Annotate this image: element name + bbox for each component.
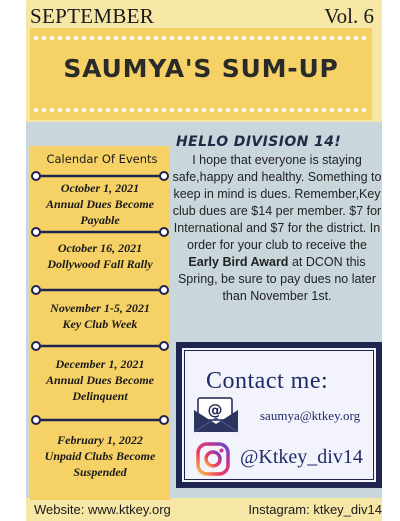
- border-dot: [274, 36, 278, 40]
- border-dot: [146, 108, 150, 112]
- border-dot: [362, 108, 366, 112]
- border-dot: [114, 108, 118, 112]
- footer-website[interactable]: Website: www.ktkey.org: [34, 502, 171, 517]
- event-date: December 1, 2021: [55, 357, 145, 371]
- border-dot: [90, 108, 94, 112]
- border-dot: [210, 36, 214, 40]
- border-dot: [178, 108, 182, 112]
- border-dot: [330, 36, 334, 40]
- border-dot: [138, 108, 142, 112]
- calendar-event: [30, 240, 170, 272]
- border-dot: [106, 108, 110, 112]
- event-text: Dollywood Fall Rally: [47, 257, 153, 271]
- left-margin: [0, 0, 26, 521]
- border-dot: [186, 108, 190, 112]
- border-dot: [82, 108, 86, 112]
- border-dot: [250, 36, 254, 40]
- footer-instagram[interactable]: Instagram: ktkey_div14: [248, 502, 382, 517]
- border-dot: [306, 36, 310, 40]
- early-bird-award: Early Bird Award: [188, 255, 289, 269]
- timeline-divider: [30, 226, 170, 238]
- border-dot: [274, 108, 278, 112]
- border-dot: [314, 36, 318, 40]
- border-dot: [282, 108, 286, 112]
- border-dot: [66, 108, 70, 112]
- calendar-event: [30, 356, 170, 404]
- border-dot: [178, 36, 182, 40]
- right-margin: [382, 0, 400, 521]
- border-dot: [258, 108, 262, 112]
- border-dot: [330, 108, 334, 112]
- contact-email[interactable]: saumya@ktkey.org: [260, 408, 361, 423]
- border-dot: [266, 108, 270, 112]
- border-dot: [202, 36, 206, 40]
- border-dot: [34, 36, 38, 40]
- border-dot: [346, 108, 350, 112]
- border-dot: [154, 36, 158, 40]
- border-dot: [266, 36, 270, 40]
- border-dot: [162, 36, 166, 40]
- border-dot: [218, 36, 222, 40]
- greeting-heading: HELLO DIVISION 14!: [176, 134, 342, 150]
- border-dot: [354, 108, 358, 112]
- message-paragraph: I hope that everyone is staying safe,happy and healthy. Something to keep in mind is dues. Remember,Key club dues are $14 per member. $7 for International and $7 for the district.: [172, 153, 382, 235]
- border-dot: [122, 36, 126, 40]
- border-dot: [354, 36, 358, 40]
- border-dot: [194, 108, 198, 112]
- border-dot: [58, 36, 62, 40]
- border-dot: [338, 36, 342, 40]
- border-dot: [34, 108, 38, 112]
- volume-label: Vol. 6: [324, 4, 374, 28]
- month-label: SEPTEMBER: [30, 4, 155, 28]
- timeline-divider: [30, 284, 170, 296]
- border-dot: [306, 108, 310, 112]
- border-dot: [138, 36, 142, 40]
- calendar-event: [30, 180, 170, 228]
- border-dot: [130, 108, 134, 112]
- border-dot: [298, 108, 302, 112]
- border-dot: [226, 108, 230, 112]
- border-dot: [58, 108, 62, 112]
- title-banner: [30, 28, 372, 120]
- border-dot: [314, 108, 318, 112]
- calendar-title: Calendar Of Events: [46, 152, 158, 166]
- event-text: Unpaid Clubs Become Suspended: [44, 449, 156, 479]
- footer: [30, 500, 382, 521]
- border-dot: [170, 108, 174, 112]
- message-paragraph-start: In order for your club to receive the: [187, 221, 381, 252]
- event-text: Key Club Week: [62, 317, 138, 331]
- border-dot: [202, 108, 206, 112]
- calendar-event: [30, 432, 170, 480]
- border-dot: [50, 108, 54, 112]
- contact-box: [176, 342, 382, 488]
- contact-title: Contact me:: [206, 368, 329, 394]
- border-dot: [298, 36, 302, 40]
- border-dot: [194, 36, 198, 40]
- instagram-icon: [196, 442, 230, 476]
- newsletter-title: SAUMYA'S SUM-UP: [63, 54, 339, 83]
- border-dot: [42, 108, 46, 112]
- calendar-event: [30, 300, 170, 332]
- event-date: February 1, 2022: [57, 433, 143, 447]
- border-dot: [258, 36, 262, 40]
- border-dot: [234, 108, 238, 112]
- border-dot: [82, 36, 86, 40]
- border-dot: [50, 36, 54, 40]
- event-text: Annual Dues Become Delinquent: [45, 373, 154, 403]
- border-dot: [154, 108, 158, 112]
- border-dot: [42, 36, 46, 40]
- border-dot: [122, 108, 126, 112]
- message-paragraph-end: at DCON this Spring, be sure to pay dues no later than November 1st.: [177, 255, 377, 303]
- border-dot: [74, 36, 78, 40]
- svg-text:@: @: [207, 401, 223, 419]
- event-date: October 1, 2021: [60, 181, 140, 195]
- border-dot: [98, 108, 102, 112]
- dot-border-bottom: [30, 106, 372, 114]
- border-dot: [114, 36, 118, 40]
- border-dot: [170, 36, 174, 40]
- border-dot: [234, 36, 238, 40]
- border-dot: [90, 36, 94, 40]
- border-dot: [218, 108, 222, 112]
- border-dot: [130, 36, 134, 40]
- message-body: [172, 152, 382, 305]
- border-dot: [322, 36, 326, 40]
- event-date: November 1-5, 2021: [50, 301, 150, 315]
- event-text: Annual Dues Become Payable: [45, 197, 154, 227]
- contact-instagram[interactable]: @Ktkey_div14: [240, 446, 363, 468]
- border-dot: [98, 36, 102, 40]
- border-dot: [74, 108, 78, 112]
- border-dot: [338, 108, 342, 112]
- event-date: October 16, 2021: [57, 241, 143, 255]
- border-dot: [282, 36, 286, 40]
- envelope-at-icon: [192, 394, 240, 434]
- border-dot: [346, 36, 350, 40]
- border-dot: [242, 36, 246, 40]
- border-dot: [250, 108, 254, 112]
- border-dot: [162, 108, 166, 112]
- border-dot: [226, 36, 230, 40]
- timeline-divider: [30, 340, 170, 352]
- timeline-divider: [30, 414, 170, 426]
- border-dot: [210, 108, 214, 112]
- border-dot: [186, 36, 190, 40]
- dot-border-top: [30, 34, 372, 42]
- border-dot: [290, 108, 294, 112]
- border-dot: [106, 36, 110, 40]
- border-dot: [242, 108, 246, 112]
- border-dot: [66, 36, 70, 40]
- border-dot: [362, 36, 366, 40]
- border-dot: [322, 108, 326, 112]
- border-dot: [290, 36, 294, 40]
- border-dot: [146, 36, 150, 40]
